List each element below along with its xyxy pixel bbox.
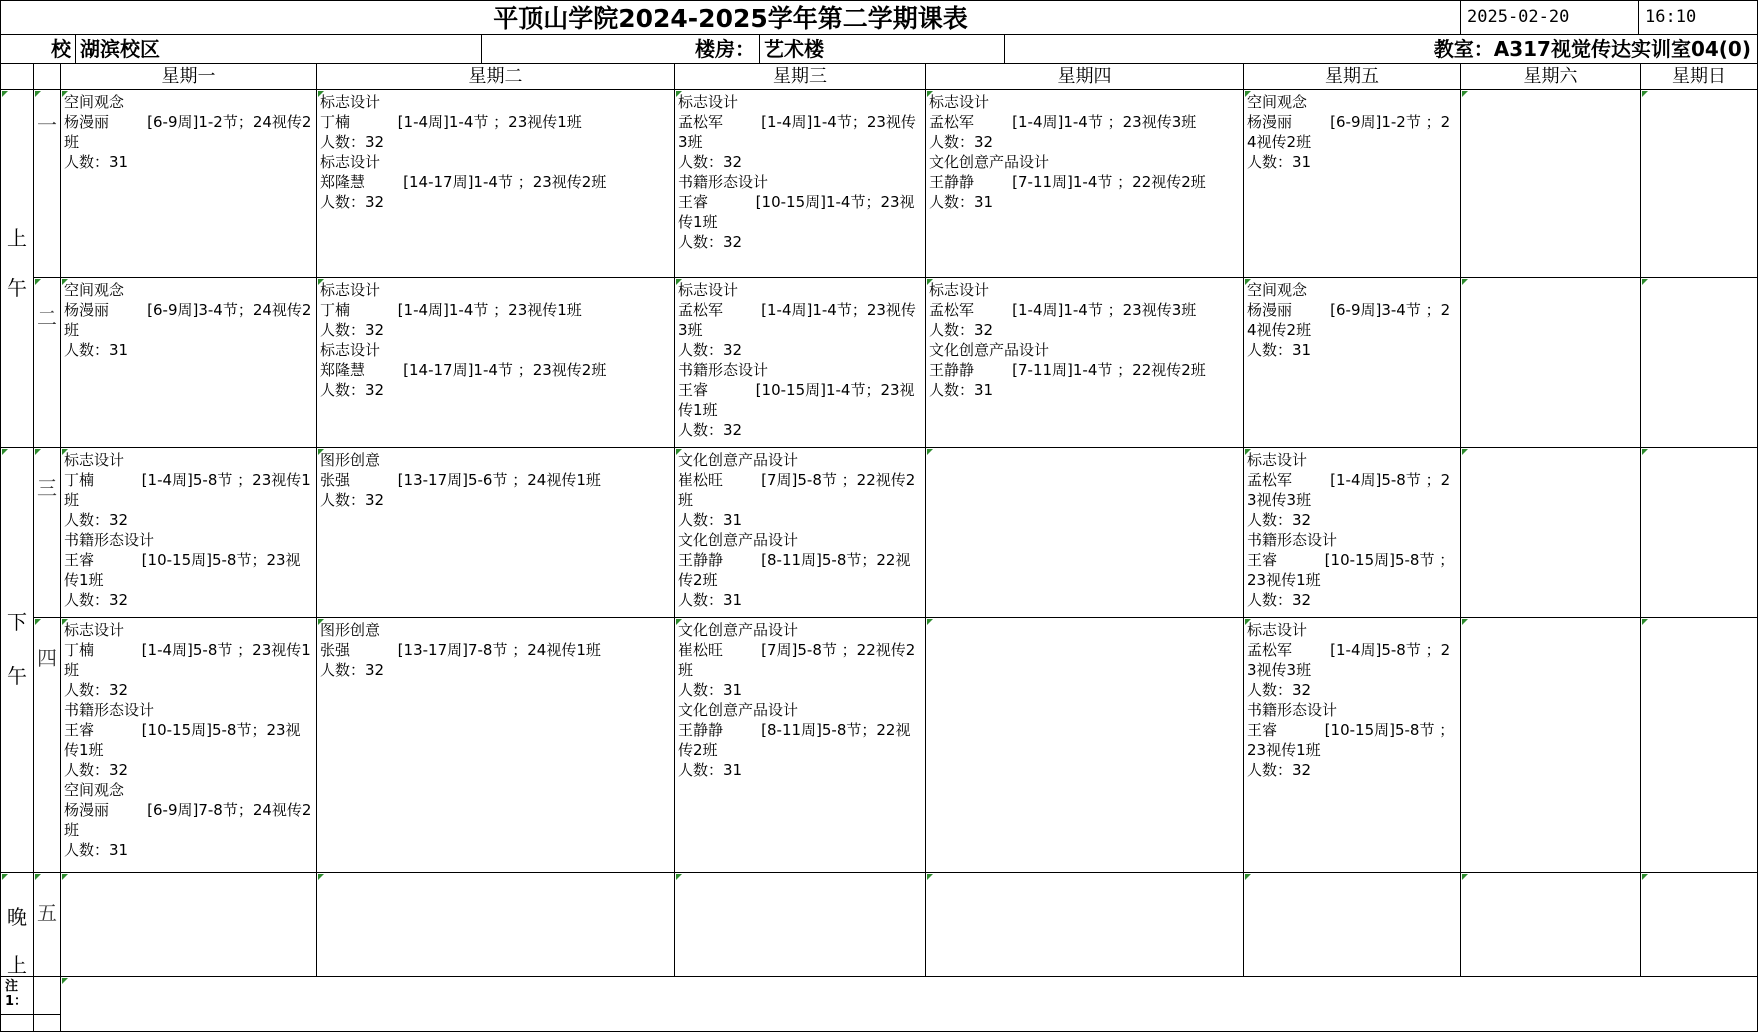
course-teacher-line: 孟松军 [1-4周]5-8节 ；23视传3班 xyxy=(1247,471,1451,509)
schedule-cell-p3-sun xyxy=(1641,448,1758,618)
schedule-cell-p5-sat xyxy=(1461,873,1641,977)
course-teacher-line: 张强 [13-17周]5-6节 ；24视传1班 xyxy=(320,471,601,489)
course-name: 文化创意产品设计 xyxy=(929,341,1050,359)
note-content xyxy=(61,977,1758,1032)
schedule-cell-p2-mon xyxy=(61,278,317,448)
half-morning-char-2: 午 xyxy=(7,276,27,300)
course-entry xyxy=(320,620,671,680)
course-entry xyxy=(678,360,922,440)
course-name: 图形创意 xyxy=(320,621,381,639)
course-teacher-line: 孟松军 [1-4周]5-8节 ；23视传3班 xyxy=(1247,641,1451,679)
course-name: 标志设计 xyxy=(320,281,381,299)
corner-cell-a xyxy=(0,64,34,90)
course-name: 标志设计 xyxy=(929,93,990,111)
course-student-count: 人数：31 xyxy=(64,341,129,359)
course-name: 标志设计 xyxy=(64,621,125,639)
schedule-cell-p1-sat xyxy=(1461,90,1641,278)
schedule-cell-p1-sun xyxy=(1641,90,1758,278)
schedule-cell-p1-wed xyxy=(675,90,926,278)
course-student-count: 人数：31 xyxy=(678,591,743,609)
day-header-fri: 星期五 xyxy=(1244,64,1461,90)
course-name: 书籍形态设计 xyxy=(1247,531,1338,549)
course-teacher-line: 王静静 [8-11周]5-8节；22视传2班 xyxy=(678,721,911,759)
course-name: 空间观念 xyxy=(1247,93,1308,111)
half-morning xyxy=(0,90,34,448)
course-teacher-line: 杨漫丽 [6-9周]7-8节；24视传2班 xyxy=(64,801,312,839)
schedule-cell-p2-fri xyxy=(1244,278,1461,448)
course-entry xyxy=(678,530,922,610)
course-student-count: 人数：32 xyxy=(64,761,129,779)
course-entry xyxy=(1247,92,1457,172)
course-entry xyxy=(320,450,671,510)
campus-value: 湖滨校区 xyxy=(76,35,482,64)
course-student-count: 人数：32 xyxy=(1247,681,1312,699)
print-date: 2025-02-20 xyxy=(1461,0,1639,35)
course-entry xyxy=(929,280,1240,340)
footer-cell-a xyxy=(0,1015,34,1032)
course-name: 空间观念 xyxy=(1247,281,1308,299)
schedule-cell-p3-fri xyxy=(1244,448,1461,618)
course-name: 书籍形态设计 xyxy=(1247,701,1338,719)
schedule-cell-p2-sun xyxy=(1641,278,1758,448)
course-student-count: 人数：31 xyxy=(1247,341,1312,359)
half-afternoon xyxy=(0,448,34,873)
schedule-cell-p3-tue xyxy=(317,448,675,618)
course-teacher-line: 郑隆慧 [14-17周]1-4节 ；23视传2班 xyxy=(320,361,607,379)
course-entry xyxy=(1247,700,1457,780)
course-teacher-line: 张强 [13-17周]7-8节 ；24视传1班 xyxy=(320,641,601,659)
course-teacher-line: 王睿 [10-15周]1-4节；23视传1班 xyxy=(678,193,915,231)
course-student-count: 人数：32 xyxy=(320,381,385,399)
schedule-cell-p5-wed xyxy=(675,873,926,977)
course-name: 标志设计 xyxy=(1247,451,1308,469)
course-teacher-line: 王静静 [7-11周]1-4节 ；22视传2班 xyxy=(929,173,1206,191)
course-entry xyxy=(929,152,1240,212)
building-value: 艺术楼 xyxy=(760,35,1005,64)
course-name: 标志设计 xyxy=(678,281,739,299)
schedule-cell-p2-tue xyxy=(317,278,675,448)
course-student-count: 人数：32 xyxy=(320,321,385,339)
course-teacher-line: 孟松军 [1-4周]1-4节；23视传3班 xyxy=(678,301,916,339)
course-student-count: 人数：32 xyxy=(1247,511,1312,529)
course-entry xyxy=(320,280,671,340)
schedule-cell-p3-thu xyxy=(926,448,1244,618)
schedule-cell-p1-tue xyxy=(317,90,675,278)
schedule-cell-p5-thu xyxy=(926,873,1244,977)
course-entry xyxy=(64,780,313,860)
schedule-cell-p5-tue xyxy=(317,873,675,977)
course-student-count: 人数：32 xyxy=(64,591,129,609)
course-entry xyxy=(678,620,922,700)
course-name: 书籍形态设计 xyxy=(678,361,769,379)
half-afternoon-char-2: 午 xyxy=(7,664,27,688)
course-name: 标志设计 xyxy=(929,281,990,299)
day-header-thu: 星期四 xyxy=(926,64,1244,90)
course-entry xyxy=(64,450,313,530)
schedule-cell-p5-mon xyxy=(61,873,317,977)
page-title: 平顶山学院2024-2025学年第二学期课表 xyxy=(0,0,1461,35)
course-name: 图形创意 xyxy=(320,451,381,469)
half-evening xyxy=(0,873,34,977)
course-student-count: 人数：32 xyxy=(320,661,385,679)
course-student-count: 人数：32 xyxy=(1247,591,1312,609)
course-entry xyxy=(929,92,1240,152)
course-entry xyxy=(320,92,671,152)
room-value: A317视觉传达实训室04(0) xyxy=(1493,37,1751,61)
course-student-count: 人数：31 xyxy=(678,511,743,529)
course-name: 标志设计 xyxy=(1247,621,1308,639)
course-entry xyxy=(64,620,313,700)
period-3: 三 xyxy=(34,448,61,618)
course-student-count: 人数：32 xyxy=(320,133,385,151)
course-teacher-line: 王睿 [10-15周]5-8节；23视传1班 xyxy=(64,721,301,759)
campus-label: 校 xyxy=(0,35,76,64)
schedule-cell-p3-sat xyxy=(1461,448,1641,618)
course-student-count: 人数：32 xyxy=(929,133,994,151)
day-header-sun: 星期日 xyxy=(1641,64,1758,90)
course-student-count: 人数：32 xyxy=(64,681,129,699)
course-student-count: 人数：31 xyxy=(929,381,994,399)
course-student-count: 人数：32 xyxy=(678,341,743,359)
course-teacher-line: 王睿 [10-15周]5-8节；23视传1班 xyxy=(64,551,301,589)
course-teacher-line: 王睿 [10-15周]5-8节 ；23视传1班 xyxy=(1247,551,1455,589)
course-teacher-line: 杨漫丽 [6-9周]3-4节 ；24视传2班 xyxy=(1247,301,1451,339)
course-teacher-line: 郑隆慧 [14-17周]1-4节 ；23视传2班 xyxy=(320,173,607,191)
schedule-cell-p4-wed xyxy=(675,618,926,873)
course-entry xyxy=(678,92,922,172)
course-name: 标志设计 xyxy=(320,341,381,359)
day-header-wed: 星期三 xyxy=(675,64,926,90)
course-student-count: 人数：31 xyxy=(1247,153,1312,171)
schedule-cell-p1-thu xyxy=(926,90,1244,278)
course-student-count: 人数：32 xyxy=(1247,761,1312,779)
print-time: 16:10 xyxy=(1639,0,1758,35)
course-name: 文化创意产品设计 xyxy=(678,531,799,549)
course-name: 文化创意产品设计 xyxy=(678,451,799,469)
course-name: 空间观念 xyxy=(64,93,125,111)
half-afternoon-char-1: 下 xyxy=(7,610,27,634)
course-teacher-line: 杨漫丽 [6-9周]1-2节 ；24视传2班 xyxy=(1247,113,1451,151)
course-name: 空间观念 xyxy=(64,781,125,799)
course-student-count: 人数：32 xyxy=(678,421,743,439)
half-evening-char-2: 上 xyxy=(7,953,27,977)
course-name: 标志设计 xyxy=(678,93,739,111)
course-entry xyxy=(1247,620,1457,700)
course-name: 文化创意产品设计 xyxy=(678,621,799,639)
course-student-count: 人数：32 xyxy=(64,511,129,529)
half-evening-char-1: 晚 xyxy=(7,905,27,929)
course-student-count: 人数：31 xyxy=(64,841,129,859)
course-name: 书籍形态设计 xyxy=(678,173,769,191)
period-1: 一 xyxy=(34,90,61,278)
schedule-cell-p5-sun xyxy=(1641,873,1758,977)
course-name: 空间观念 xyxy=(64,281,125,299)
course-name: 书籍形态设计 xyxy=(64,531,155,549)
course-student-count: 人数：32 xyxy=(678,153,743,171)
room-label: 教室： xyxy=(1433,37,1494,61)
course-teacher-line: 王静静 [8-11周]5-8节；22视传2班 xyxy=(678,551,911,589)
course-teacher-line: 孟松军 [1-4周]1-4节 ；23视传3班 xyxy=(929,301,1197,319)
course-teacher-line: 王静静 [7-11周]1-4节 ；22视传2班 xyxy=(929,361,1206,379)
schedule-cell-p5-fri xyxy=(1244,873,1461,977)
course-student-count: 人数：31 xyxy=(929,193,994,211)
course-name: 文化创意产品设计 xyxy=(678,701,799,719)
course-entry xyxy=(678,700,922,780)
course-name: 文化创意产品设计 xyxy=(929,153,1050,171)
schedule-cell-p2-sat xyxy=(1461,278,1641,448)
building-label: 楼房： xyxy=(482,35,760,64)
course-entry xyxy=(929,340,1240,400)
course-teacher-line: 杨漫丽 [6-9周]1-2节；24视传2班 xyxy=(64,113,312,151)
period-2: 二 xyxy=(34,278,61,448)
course-teacher-line: 王睿 [10-15周]5-8节 ；23视传1班 xyxy=(1247,721,1455,759)
room-info xyxy=(1005,35,1758,64)
course-entry xyxy=(1247,530,1457,610)
schedule-cell-p2-thu xyxy=(926,278,1244,448)
half-morning-char-1: 上 xyxy=(7,226,27,250)
schedule-cell-p4-fri xyxy=(1244,618,1461,873)
course-student-count: 人数：32 xyxy=(320,193,385,211)
course-student-count: 人数：32 xyxy=(929,321,994,339)
course-student-count: 人数：32 xyxy=(678,233,743,251)
period-5: 五 xyxy=(34,873,61,977)
course-entry xyxy=(64,92,313,172)
course-entry xyxy=(678,172,922,252)
course-teacher-line: 孟松军 [1-4周]1-4节 ；23视传3班 xyxy=(929,113,1197,131)
course-teacher-line: 丁楠 [1-4周]1-4节 ；23视传1班 xyxy=(320,113,582,131)
course-name: 标志设计 xyxy=(64,451,125,469)
period-4: 四 xyxy=(34,618,61,873)
course-entry xyxy=(64,530,313,610)
course-teacher-line: 王睿 [10-15周]1-4节；23视传1班 xyxy=(678,381,915,419)
day-header-sat: 星期六 xyxy=(1461,64,1641,90)
course-entry xyxy=(678,450,922,530)
schedule-cell-p4-sun xyxy=(1641,618,1758,873)
course-entry xyxy=(64,280,313,360)
course-name: 标志设计 xyxy=(320,93,381,111)
course-student-count: 人数：31 xyxy=(678,761,743,779)
schedule-cell-p4-tue xyxy=(317,618,675,873)
course-entry xyxy=(320,152,671,212)
schedule-cell-p3-mon xyxy=(61,448,317,618)
course-teacher-line: 丁楠 [1-4周]5-8节 ；23视传1班 xyxy=(64,641,311,679)
note-label: 注1： xyxy=(0,977,34,1015)
schedule-cell-p4-sat xyxy=(1461,618,1641,873)
schedule-cell-p4-mon xyxy=(61,618,317,873)
course-teacher-line: 崔松旺 [7周]5-8节 ；22视传2班 xyxy=(678,641,916,679)
course-student-count: 人数：31 xyxy=(64,153,129,171)
course-student-count: 人数：31 xyxy=(678,681,743,699)
schedule-cell-p2-wed xyxy=(675,278,926,448)
footer-cell-b xyxy=(34,1015,61,1032)
course-teacher-line: 丁楠 [1-4周]1-4节 ；23视传1班 xyxy=(320,301,582,319)
course-teacher-line: 孟松军 [1-4周]1-4节；23视传3班 xyxy=(678,113,916,151)
course-name: 标志设计 xyxy=(320,153,381,171)
schedule-cell-p1-fri xyxy=(1244,90,1461,278)
course-entry xyxy=(320,340,671,400)
schedule-cell-p4-thu xyxy=(926,618,1244,873)
course-name: 书籍形态设计 xyxy=(64,701,155,719)
schedule-cell-p1-mon xyxy=(61,90,317,278)
schedule-cell-p3-wed xyxy=(675,448,926,618)
course-entry xyxy=(1247,450,1457,530)
day-header-tue: 星期二 xyxy=(317,64,675,90)
course-teacher-line: 丁楠 [1-4周]5-8节 ；23视传1班 xyxy=(64,471,311,509)
course-teacher-line: 崔松旺 [7周]5-8节 ；22视传2班 xyxy=(678,471,916,509)
course-teacher-line: 杨漫丽 [6-9周]3-4节；24视传2班 xyxy=(64,301,312,339)
day-header-mon: 星期一 xyxy=(61,64,317,90)
course-entry xyxy=(1247,280,1457,360)
course-entry xyxy=(64,700,313,780)
course-entry xyxy=(678,280,922,360)
course-student-count: 人数：32 xyxy=(320,491,385,509)
note-spacer xyxy=(34,977,61,1015)
corner-cell-b xyxy=(34,64,61,90)
